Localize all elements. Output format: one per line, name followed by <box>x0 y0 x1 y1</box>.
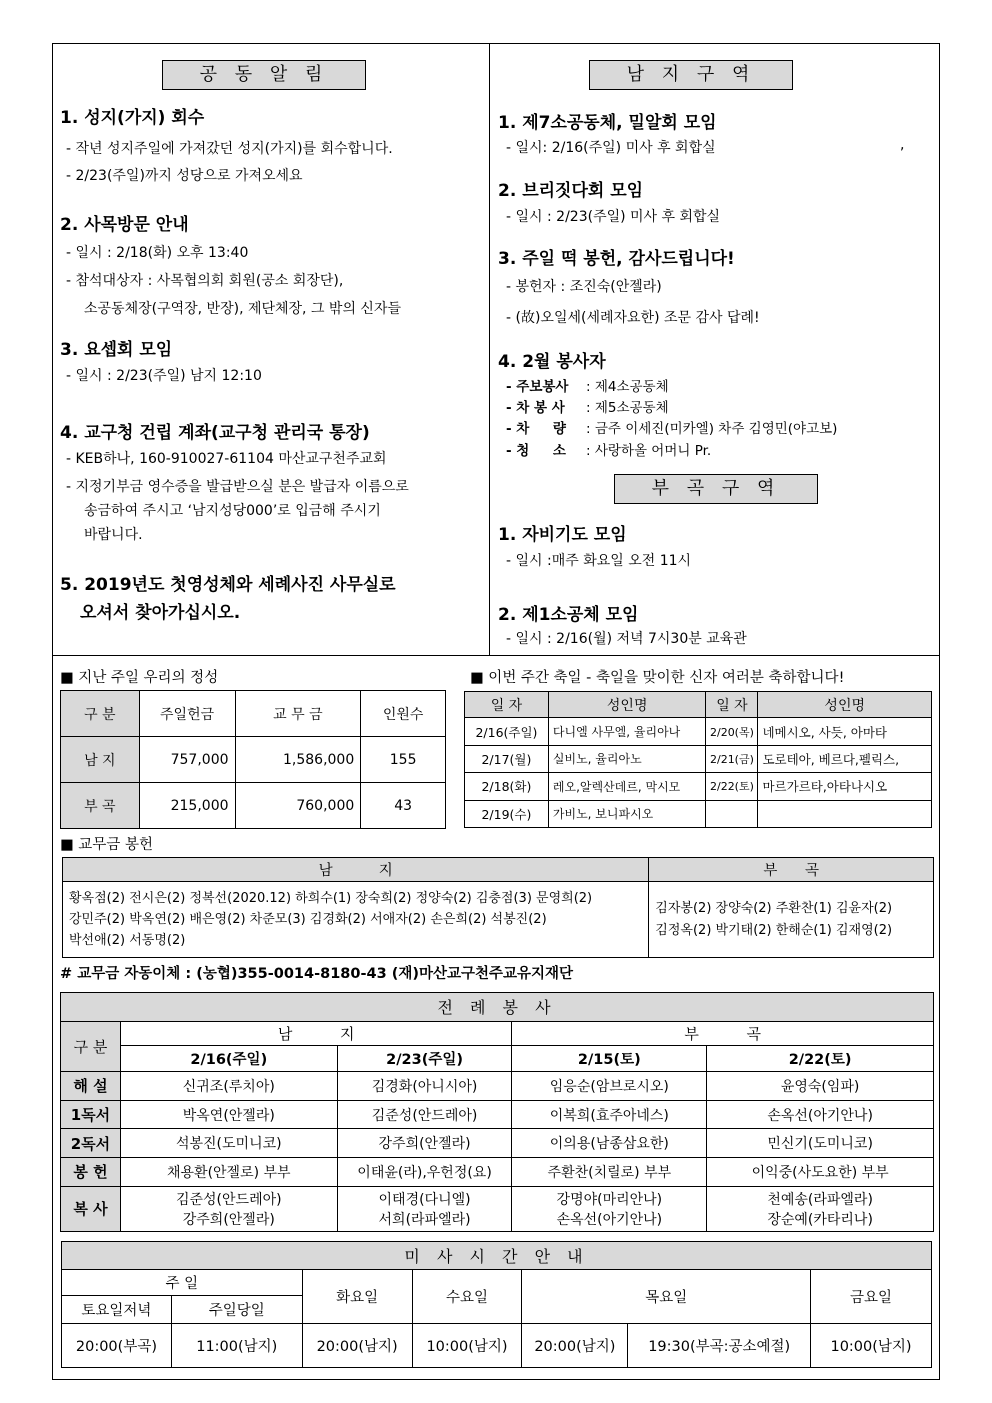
offering-table <box>60 690 446 829</box>
liturgy-gubun: 구 분 <box>61 1021 121 1071</box>
tithe-col-namji: 남 지 <box>63 858 649 882</box>
mass-tue: 화요일 <box>302 1270 412 1324</box>
feast-title: ■ 이번 주간 축일 - 축일을 맞이한 신자 여러분 축하합니다! <box>470 670 845 686</box>
mass-title: 미 사 시 간 안 내 <box>62 1242 932 1270</box>
offering-count: 155 <box>361 737 446 783</box>
liturgy-cell-line: 강명야(마리안나) <box>556 1191 663 1208</box>
liturgy-role: 봉 헌 <box>61 1158 121 1187</box>
feast-date: 2/18(화) <box>465 773 549 800</box>
namji-line: - 봉헌자 : 조진숙(안젤라) <box>506 279 662 295</box>
liturgy-role: 1독서 <box>61 1100 121 1129</box>
notice-line: - 지정기부금 영수증을 발급받으실 분은 발급자 이름으로 <box>66 479 409 495</box>
offering-count: 43 <box>361 783 446 829</box>
bugok-line: - 일시 : 2/16(월) 저녁 7시30분 교육관 <box>506 631 747 647</box>
feast-header: 성인명 <box>758 692 932 718</box>
liturgy-cell-pair <box>337 1186 512 1231</box>
notice-heading: 오셔서 찾아가십시오. <box>80 603 241 623</box>
liturgy-title: 전 례 봉 사 <box>61 993 934 1022</box>
feast-saints: 네메시오, 사듯, 아마타 <box>758 718 932 745</box>
feast-date: 2/21(금) <box>706 745 758 772</box>
section-divider <box>52 655 940 656</box>
liturgy-date: 2/23(주일) <box>337 1046 512 1072</box>
mass-fri: 금요일 <box>811 1270 932 1324</box>
offering-header: 구 분 <box>61 691 140 737</box>
liturgy-cell: 이익중(사도요한) 부부 <box>707 1158 934 1187</box>
namji-line: - (故)오일세(세례자요한) 조문 감사 답례! <box>506 310 760 326</box>
namji-heading: 2. 브리짓다회 모임 <box>498 181 644 201</box>
mass-thu: 목요일 <box>522 1270 811 1324</box>
notice-line: 송금하여 주시고 ‘남지성당000’로 입금해 주시기 <box>84 503 381 519</box>
liturgy-cell: 민신기(도미니코) <box>707 1129 934 1158</box>
mass-time: 11:00(남지) <box>171 1324 302 1368</box>
offering-sunday: 757,000 <box>139 737 235 783</box>
feast-header: 일 자 <box>465 692 549 718</box>
right-title: 남 지 구 역 <box>589 60 793 90</box>
feast-saints: 도로테아, 베르다,펠릭스, <box>758 745 932 772</box>
liturgy-role: 2독서 <box>61 1129 121 1158</box>
liturgy-cell: 신귀조(루치아) <box>120 1071 337 1100</box>
notice-heading: 2. 사목방문 안내 <box>60 215 189 235</box>
notice-heading: 5. 2019년도 첫영성체와 세례사진 사무실로 <box>60 575 396 595</box>
liturgy-date: 2/15(토) <box>512 1046 707 1072</box>
offering-sunday: 215,000 <box>139 783 235 829</box>
liturgy-cell-line: 김준성(안드레아) <box>175 1191 282 1208</box>
mass-time: 20:00(남지) <box>522 1324 628 1368</box>
tithe-title: ■ 교무금 봉헌 <box>60 837 153 853</box>
notice-line: - 일시 : 2/18(화) 오후 13:40 <box>66 245 249 261</box>
offering-title: ■ 지난 주일 우리의 정성 <box>60 670 219 686</box>
liturgy-date: 2/16(주일) <box>120 1046 337 1072</box>
liturgy-role: 복 사 <box>61 1186 121 1231</box>
liturgy-cell: 손옥선(아기안나) <box>707 1100 934 1129</box>
feast-date <box>706 800 758 827</box>
feast-date: 2/20(목) <box>706 718 758 745</box>
namji-line: - 일시 : 2/23(주일) 미사 후 회합실 <box>506 209 721 225</box>
mass-time: 10:00(남지) <box>811 1324 932 1368</box>
notice-line: - 일시 : 2/23(주일) 남지 12:10 <box>66 368 262 384</box>
liturgy-cell-line: 이태경(다니엘) <box>378 1191 471 1208</box>
notice-line: - KEB하나, 160-910027-61104 마산교구천주교회 <box>66 451 387 467</box>
tithe-table <box>62 857 934 958</box>
notice-line: - 작년 성지주일에 가져갔던 성지(가지)를 회수합니다. <box>66 141 393 157</box>
bugok-line: - 일시 :매주 화요일 오전 11시 <box>506 553 692 569</box>
notice-heading: 3. 요셉회 모임 <box>60 340 173 360</box>
liturgy-cell-pair <box>512 1186 707 1231</box>
liturgy-cell-line: 장순예(카타리나) <box>767 1211 873 1228</box>
mass-time: 20:00(부곡) <box>62 1324 172 1368</box>
offering-row-name: 부 곡 <box>61 783 140 829</box>
role-label: - 차 량 <box>506 421 566 437</box>
liturgy-cell-pair <box>707 1186 934 1231</box>
tithe-namji-line: 박선애(2) 서동명(2) <box>69 933 186 948</box>
tithe-bugok-line: 김정옥(2) 박기태(2) 한해순(1) 김재영(2) <box>655 922 893 938</box>
feast-date: 2/16(주일) <box>465 718 549 745</box>
liturgy-cell: 윤영숙(임파) <box>707 1071 934 1100</box>
mass-wed: 수요일 <box>412 1270 522 1324</box>
role-value: : 사랑하올 어머니 Pr. <box>586 443 712 459</box>
liturgy-cell: 주환찬(치릴로) 부부 <box>512 1158 707 1187</box>
liturgy-bugok: 부 곡 <box>512 1021 934 1046</box>
tithe-namji-line: 강민주(2) 박옥연(2) 배은영(2) 차준모(3) 김경화(2) 서애자(2) 손은희(2) 석봉진(2) <box>69 912 547 927</box>
tithe-auto-transfer: # 교무금 자동이체 : (농협)355-0014-8180-43 (재)마산교구천주교유지재단 <box>60 966 574 982</box>
liturgy-cell: 이의용(남종삼요한) <box>512 1129 707 1158</box>
offering-row-name: 남 지 <box>61 737 140 783</box>
liturgy-cell: 석봉진(도미니코) <box>120 1129 337 1158</box>
notice-heading: 1. 성지(가지) 회수 <box>60 108 205 128</box>
mass-sunday: 주 일 <box>62 1270 303 1296</box>
feast-saints: 레오,알렉산데르, 막시모 <box>548 773 706 800</box>
liturgy-cell: 이복희(효주아네스) <box>512 1100 707 1129</box>
feast-header: 성인명 <box>548 692 706 718</box>
notice-heading: 4. 교구청 건립 계좌(교구청 관리국 통장) <box>60 423 370 443</box>
offering-header: 인원수 <box>361 691 446 737</box>
notice-line: - 2/23(주일)까지 성당으로 가져오세요 <box>66 168 303 184</box>
namji-heading: 1. 제7소공동체, 밀알회 모임 <box>498 113 717 133</box>
feast-saints: 가비노, 보니파시오 <box>548 800 706 827</box>
offering-tithe: 1,586,000 <box>235 737 361 783</box>
feast-saints: 마르가르타,아타나시오 <box>758 773 932 800</box>
feast-table <box>464 691 932 828</box>
bugok-title: 부 곡 구 역 <box>614 474 818 504</box>
notice-line: 소공동체장(구역장, 반장), 제단체장, 그 밖의 신자들 <box>84 301 402 317</box>
liturgy-cell: 김준성(안드레아) <box>337 1100 512 1129</box>
notice-line: - 참석대상자 : 사목협의회 회원(공소 회장단), <box>66 273 344 289</box>
role-label: - 차 봉 사 <box>506 400 565 416</box>
feast-date: 2/19(수) <box>465 800 549 827</box>
liturgy-date: 2/22(토) <box>707 1046 934 1072</box>
liturgy-cell-line: 강주희(안젤라) <box>182 1211 275 1228</box>
liturgy-cell: 이태윤(라),우헌정(요) <box>337 1158 512 1187</box>
feast-date: 2/22(토) <box>706 773 758 800</box>
liturgy-cell-pair <box>120 1186 337 1231</box>
feast-header: 일 자 <box>706 692 758 718</box>
tithe-bugok-line: 김자봉(2) 장양숙(2) 주환찬(1) 김윤자(2) <box>655 900 893 916</box>
mass-sun-day: 주일당일 <box>171 1296 302 1324</box>
mass-time: 20:00(남지) <box>302 1324 412 1368</box>
liturgy-cell-line: 서희(라파엘라) <box>378 1211 471 1228</box>
liturgy-role: 해 설 <box>61 1071 121 1100</box>
bugok-heading: 1. 자비기도 모임 <box>498 525 627 545</box>
namji-heading: 3. 주일 떡 봉헌, 감사드립니다! <box>498 249 735 269</box>
liturgy-cell: 채용환(안젤로) 부부 <box>120 1158 337 1187</box>
feast-saints <box>758 800 932 827</box>
role-value: : 금주 이세진(미카엘) 차주 김영민(야고보) <box>586 421 838 437</box>
liturgy-table <box>60 992 934 1232</box>
tithe-namji-line: 황옥점(2) 전시은(2) 정복선(2020.12) 하희수(1) 장숙희(2) 정양숙(2) 김충점(3) 문영희(2) <box>69 891 593 906</box>
notice-line: 바랍니다. <box>84 527 143 543</box>
offering-header: 교 무 금 <box>235 691 361 737</box>
liturgy-cell-line: 천예송(라파엘라) <box>767 1191 873 1208</box>
bugok-heading: 2. 제1소공체 모임 <box>498 605 639 625</box>
role-value: : 제4소공동체 <box>586 379 669 395</box>
namji-line: - 일시: 2/16(주일) 미사 후 회합실 <box>506 140 716 156</box>
liturgy-namji: 남 지 <box>120 1021 512 1046</box>
role-label: - 청 소 <box>506 443 566 459</box>
mass-time: 19:30(부곡:공소예절) <box>628 1324 811 1368</box>
offering-tithe: 760,000 <box>235 783 361 829</box>
liturgy-cell: 박옥연(안젤라) <box>120 1100 337 1129</box>
liturgy-cell: 김경화(아니시아) <box>337 1071 512 1100</box>
namji-heading: 4. 2월 봉사자 <box>498 352 606 372</box>
offering-header: 주일헌금 <box>139 691 235 737</box>
feast-saints: 실비노, 율리아노 <box>548 745 706 772</box>
role-label: - 주보봉사 <box>506 379 569 395</box>
liturgy-cell: 강주희(안젤라) <box>337 1129 512 1158</box>
mass-time: 10:00(남지) <box>412 1324 522 1368</box>
left-title: 공 동 알 림 <box>162 60 366 90</box>
mass-sat-eve: 토요일저녁 <box>62 1296 172 1324</box>
liturgy-cell-line: 손옥선(아기안나) <box>556 1211 663 1228</box>
mass-table <box>61 1241 932 1368</box>
feast-saints: 다니엘 사무엘, 율리아나 <box>548 718 706 745</box>
role-value: : 제5소공동체 <box>586 400 669 416</box>
liturgy-cell: 임응순(암브로시오) <box>512 1071 707 1100</box>
namji-line: , <box>900 137 905 153</box>
feast-date: 2/17(월) <box>465 745 549 772</box>
tithe-col-bugok: 부 곡 <box>649 858 934 882</box>
column-divider <box>489 43 490 655</box>
